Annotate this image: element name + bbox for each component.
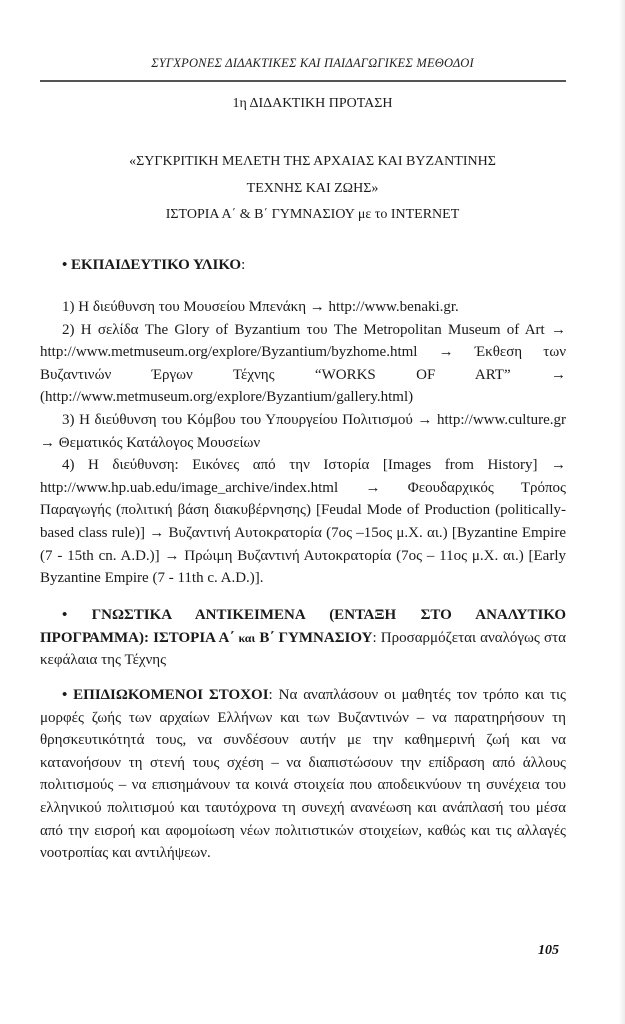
page-number: 105	[538, 943, 559, 958]
objectives-paragraph	[40, 684, 566, 865]
heading-colon: :	[241, 257, 246, 273]
list-item: 4) Η διεύθυνση: Εικόνες από την Ιστορία [Images from History] → http://www.hp.uab.edu/image_archive/index.html → Φεουδαρχικός Τρόπος Παραγωγής (πολιτική βάση διακυβέρνησης) [Feudal Mode of Production (politically-based class rule)] → Βυζαντινή Αυτοκρατορία (7ος –15ος μ.Χ. αι.) [Byzantine Empire (7 - 15th cn. A.D.)] → Πρώιμη Βυζαντινή Αυτοκρατορία (7ος – 11ος μ.Χ. αι.) [Early Byzantine Empire (7 - 11th c. A.D.)].	[40, 457, 566, 587]
cognitive-objects-heading-1: • ΓΝΩΣΤΙΚΑ ΑΝΤΙΚΕΙΜΕΝΑ (ΕΝΤΑΞΗ ΣΤΟ ΑΝΑΛΥΤΙΚΟ ΠΡΟΓΡΑΜΜΑ): ΙΣΤΟΡΙΑ Α΄	[40, 607, 566, 646]
educational-material-list	[40, 296, 566, 590]
subtitle: ΙΣΤΟΡΙΑ Α΄ & Β΄ ΓΥΜΝΑΣΙΟΥ με το INTERNET	[165, 207, 460, 222]
cognitive-objects-paragraph	[40, 604, 566, 672]
cognitive-objects-heading-kai: και	[238, 630, 256, 645]
title-line-1: «ΣΥΓΚΡΙΤΙΚΗ ΜΕΛΕΤΗ ΤΗΣ ΑΡΧΑΙΑΣ ΚΑΙ ΒΥΖΑΝΤΙΝΗΣ	[129, 154, 496, 169]
list-item: 2) Η σελίδα The Glory of Byzantium του The Metropolitan Museum of Art → http://www.metmuseum.org/explore/Byzantium/byzhome.html → Έκθεση των Βυζαντινών Έργων Τέχνης “WORKS OF ART” → (http://www.metmuseum.org/explore/Byzantium/gallery.html)	[40, 321, 566, 406]
title-line-2: ΤΕΧΝΗΣ ΚΑΙ ΖΩΗΣ»	[246, 181, 379, 196]
objectives-body: : Να αναπλάσουν οι μαθητές τον τρόπο και τις μορφές ζωής των αρχαίων Ελλήνων και των Βυζαντινών – να παρατηρήσουν τη θρησκευτικότητά τους, να συνδέσουν αυτήν με την καθημερινή ζωή και να κατανοήσουν τη στενή τους σχέση – να διαπιστώσουν την επίδραση από άλλους πολιτισμούς – να επισημάνουν τα κοινά στοιχεία που αποδεικνύουν τη συνέχεια του ελληνικού πολιτισμού και ταυτόχρονα τη συνεχή ανανέωση και ανάπλασή του μέσα από την εισροή και αφομοίωση νέων πολιτιστικών στοιχείων, καθώς και τις αλλαγές νοοτροπίας και αντιλήψεων.	[40, 687, 566, 862]
header-rule	[40, 80, 566, 82]
list-item: 1) Η διεύθυνση του Μουσείου Μπενάκη → http://www.benaki.gr.	[62, 299, 459, 315]
section-label: 1η ΔΙΔΑΚΤΙΚΗ ΠΡΟΤΑΣΗ	[232, 96, 393, 111]
running-head: ΣΥΓΧΡΟΝΕΣ ΔΙΔΑΚΤΙΚΕΣ ΚΑΙ ΠΑΙΔΑΓΩΓΙΚΕΣ ΜΕΘΟΔΟΙ	[151, 56, 474, 70]
list-item: 3) Η διεύθυνση του Κόμβου του Υπουργείου Πολιτισμού → http://www.culture.gr → Θεματικός Κατάλογος Μουσείων	[40, 411, 566, 451]
heading-text: • ΕΚΠΑΙΔΕΥΤΙΚΟ ΥΛΙΚΟ	[62, 257, 242, 273]
objectives-heading: • ΕΠΙΔΙΩΚΟΜΕΝΟΙ ΣΤΟΧΟΙ	[62, 687, 269, 703]
cognitive-objects-body: : Προσαρμόζεται αναλόγως στα κεφάλαια της Τέχνης	[40, 629, 566, 669]
educational-material-heading	[62, 254, 562, 277]
cognitive-objects-heading-2: Β΄ ΓΥΜΝΑΣΙΟΥ	[255, 629, 373, 646]
